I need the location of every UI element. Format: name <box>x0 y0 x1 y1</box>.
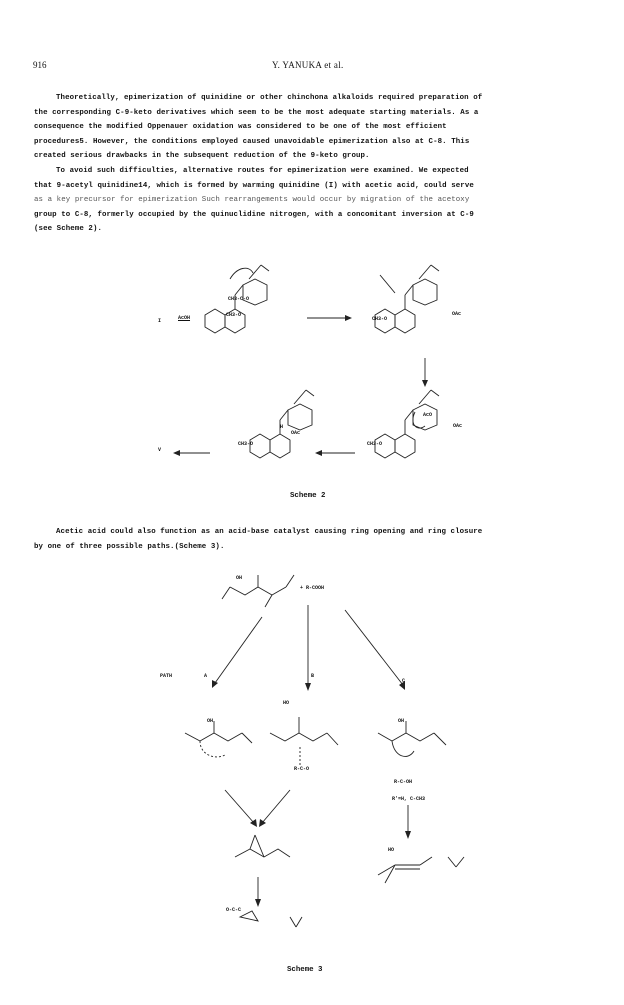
rco-label-b: R-C-O <box>294 766 310 772</box>
running-title: Y. YANUKA et al. <box>272 60 344 70</box>
scheme-3-drawing <box>0 565 624 965</box>
path-c-structure <box>378 721 446 756</box>
path-a-structure <box>185 721 252 757</box>
text-line: as a key precursor for epimerization Such rearrangements would occur by migration of the acetoxy <box>34 196 470 205</box>
alkene-structure <box>378 857 464 883</box>
methoxy-label: CH3-O <box>226 312 242 318</box>
text-line: the corresponding C-9-keto derivatives which seem to be the most adequate starting materials. As a <box>34 108 479 117</box>
reactant-structure <box>222 575 294 607</box>
reagent-label: AcOH <box>178 315 191 321</box>
methoxy-label-4: CH3-O <box>238 441 254 447</box>
product-label: V <box>158 447 162 453</box>
paragraph-1 <box>34 91 594 164</box>
path-a-label: A <box>204 673 208 679</box>
text-line: by one of three possible paths.(Scheme 3). <box>34 542 225 551</box>
path-b-label: B <box>311 673 315 679</box>
path-c-label: C <box>402 678 406 684</box>
methoxy-label-3: CH3-O <box>367 441 383 447</box>
scheme-2-drawing <box>0 245 624 490</box>
text-line: Theoretically, epimerization of quinidine or other chinchona alkaloids required preparation of <box>56 94 483 102</box>
oh-label-a: OH <box>207 718 214 724</box>
paragraph-2 <box>34 164 594 237</box>
scheme-2-caption: Scheme 2 <box>290 492 326 500</box>
text-line: procedures5. However, the conditions employed caused unavoidable epimerization also at C-8. This <box>34 137 470 146</box>
oac-label-3: OAc <box>291 430 301 436</box>
molecule-2 <box>375 265 439 333</box>
final-ester-structure <box>240 911 302 927</box>
text-line: (see Scheme 2). <box>34 225 103 234</box>
ho-label-b: HO <box>283 700 290 706</box>
reactant-label: + R-COOH <box>300 585 325 591</box>
page-number: 916 <box>33 60 47 70</box>
text-line: consequence the modified Oppenauer oxidation was considered to be one of the most efficient <box>34 123 447 132</box>
oac-label: OAc <box>452 311 462 317</box>
text-line: Acetic acid could also function as an acid-base catalyst causing ring opening and ring closure <box>56 528 483 536</box>
ester-label: O-C-C <box>226 907 242 913</box>
acetyl-label: CH3-C-O <box>228 296 250 302</box>
oac-label-2: OAc <box>453 423 463 429</box>
text-line: group to C-8, formerly occupied by the quinuclidine nitrogen, with a concomitant inversion at C-9 <box>34 210 474 219</box>
paragraph-3 <box>34 525 594 554</box>
epoxide-structure <box>235 835 290 857</box>
molecule-3 <box>375 390 439 458</box>
path-word: PATH <box>160 673 173 679</box>
methoxy-label-2: CH3-O <box>372 316 388 322</box>
ho-label-c: HO <box>388 847 395 853</box>
text-line: that 9-acetyl quinidine14, which is formed by warming quinidine (I) with acetic acid, could serve <box>34 181 474 190</box>
aco-label: AcO <box>423 412 433 418</box>
path-b-structure <box>270 717 338 765</box>
text-line: To avoid such difficulties, alternative routes for epimerization were examined. We expected <box>56 167 469 175</box>
h-label: H <box>280 424 284 430</box>
text-line: created serious drawbacks in the subsequent reduction of the 9-keto group. <box>34 152 370 161</box>
rcooh-label: R-C-OH <box>394 779 413 785</box>
oh-label: OH <box>236 575 243 581</box>
scheme-3-caption: Scheme 3 <box>287 966 323 974</box>
start-compound-label: I <box>158 318 162 324</box>
oh-label-c: OH <box>398 718 405 724</box>
acetate-label: R'=H, C-CH3 <box>392 796 426 802</box>
